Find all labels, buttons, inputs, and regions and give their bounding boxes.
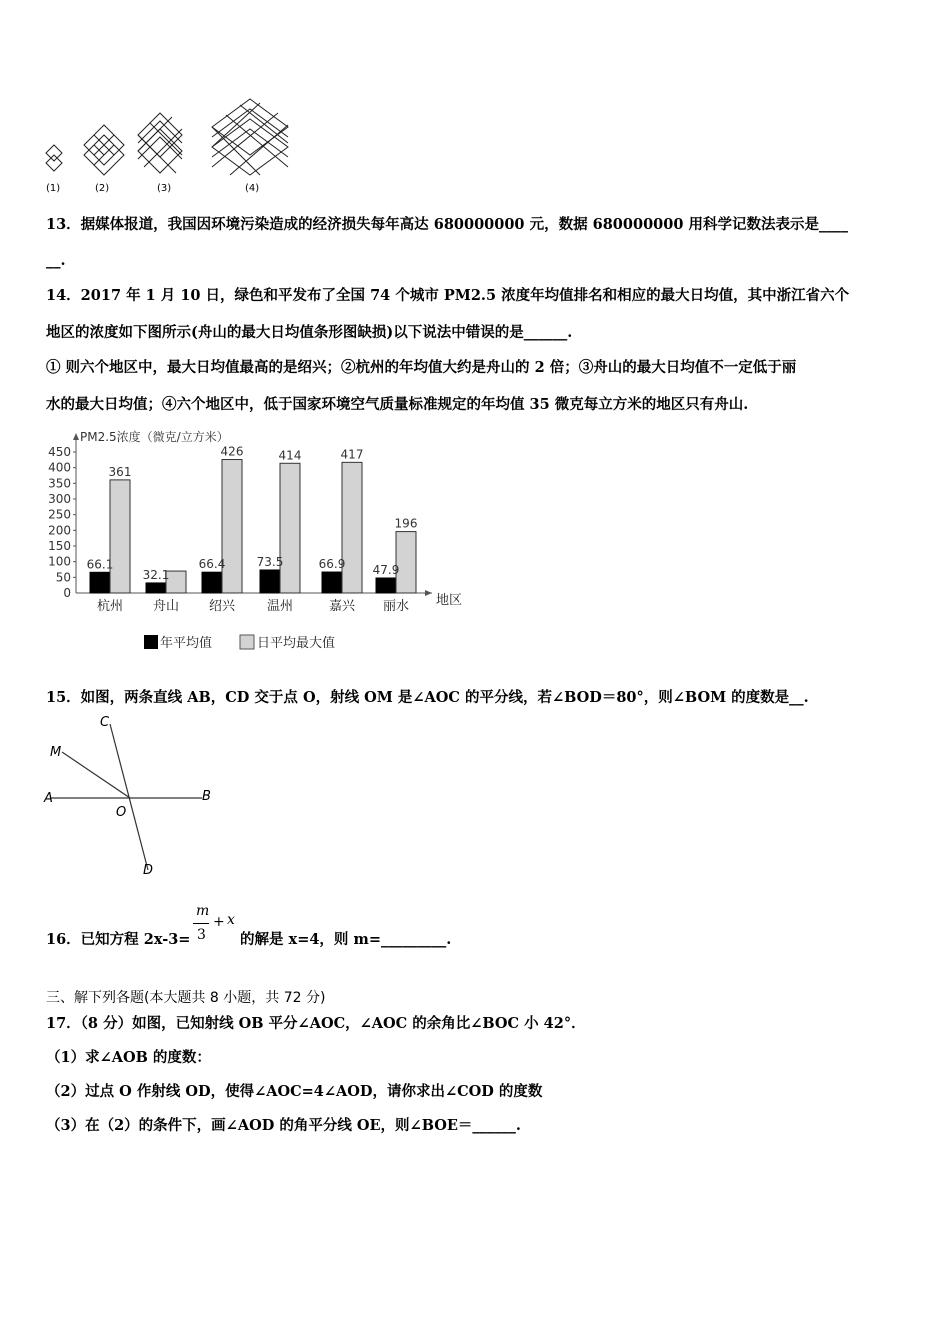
y-tick-label: 200 — [48, 523, 71, 538]
q13-tail: __. — [46, 252, 66, 269]
q14-line3: ① 则六个地区中，最大日均值最高的是绍兴；②杭州的年均值大约是舟山的 2 倍；③舟山的最大日均值不一定低于丽 — [46, 359, 797, 376]
pm25-bar-chart — [40, 425, 480, 660]
bar-annual-4 — [322, 572, 342, 593]
q15-figure — [40, 710, 240, 885]
y-tick-label: 150 — [48, 539, 71, 553]
x-axis-arrow — [425, 590, 432, 596]
x-tick-label: 舟山 — [152, 599, 180, 614]
q16-x: x — [227, 912, 235, 928]
bar-max-3 — [280, 463, 300, 593]
q17-sub1: （1）求∠AOB 的度数： — [46, 1049, 211, 1066]
q13-text: 13．据媒体报道，我国因环境污染造成的经济损失每年高达 680000000 元，数据 680000000 用科学记数法表示是____ — [46, 216, 848, 233]
ray-om — [62, 752, 130, 798]
y-tick-label: 100 — [48, 554, 71, 569]
x-axis-label: 地区 — [436, 593, 463, 608]
pattern-label-2: (2) — [95, 183, 110, 194]
data-label-max: 361 — [108, 464, 132, 479]
data-label-annual: 73.5 — [256, 554, 284, 569]
legend-label-max: 日平均最大值 — [257, 636, 336, 651]
legend-swatch-max — [240, 635, 254, 649]
bar-max-4 — [342, 462, 362, 593]
bar-max-0 — [110, 480, 130, 593]
section-3-title: 三、解下列各题(本大题共 8 小题，共 72 分) — [46, 990, 326, 1006]
bar-annual-2 — [202, 572, 222, 593]
q16-frac-num: m — [196, 903, 210, 919]
label-d: D — [143, 863, 154, 878]
data-label-annual: 32.1 — [142, 567, 170, 582]
bar-annual-0 — [90, 572, 110, 593]
bar-annual-1 — [146, 583, 166, 593]
x-tick-label: 嘉兴 — [328, 599, 356, 614]
data-label-annual: 66.4 — [198, 557, 226, 572]
y-tick-label: 450 — [48, 445, 71, 459]
q16-prefix: 16．已知方程 2x-3= — [46, 931, 191, 948]
x-tick-label: 丽水 — [382, 599, 410, 614]
data-label-max: 417 — [340, 447, 364, 462]
y-tick-label: 0 — [63, 586, 71, 600]
x-tick-label: 杭州 — [96, 599, 124, 614]
q17-sub3: （3）在（2）的条件下，画∠AOD 的角平分线 OE，则∠BOE＝______. — [46, 1117, 521, 1134]
pattern-1 — [46, 145, 62, 171]
pattern-label-3: (3) — [157, 183, 172, 194]
q16-plus: + — [213, 914, 225, 930]
data-label-max: 414 — [278, 448, 302, 463]
q14-line1: 14．2017 年 1 月 10 日，绿色和平发布了全国 74 个城市 PM2.5 浓度年均值排名和相应的最大日均值，其中浙江省六个 — [46, 287, 850, 304]
q14-line4: 水的最大日均值；④六个地区中，低于国家环境空气质量标准规定的年均值 35 微克每立方米的地区只有舟山. — [46, 396, 749, 413]
y-axis-arrow — [73, 433, 79, 440]
y-tick-label: 250 — [48, 507, 71, 522]
label-c: C — [100, 715, 110, 730]
y-tick-label: 50 — [55, 570, 71, 585]
bar-annual-3 — [260, 570, 280, 593]
data-label-annual: 66.9 — [318, 557, 346, 572]
data-label-max: 196 — [394, 516, 418, 531]
pattern-4 — [212, 99, 288, 175]
pattern-label-4: (4) — [245, 183, 260, 194]
label-m: M — [50, 745, 62, 760]
y-tick-label: 350 — [48, 476, 71, 491]
x-tick-label: 绍兴 — [208, 599, 236, 614]
data-label-annual: 66.1 — [86, 557, 114, 572]
bar-max-2 — [222, 460, 242, 593]
label-a: A — [44, 791, 53, 806]
label-b: B — [202, 789, 211, 804]
label-o: O — [116, 805, 127, 820]
q14-line2: 地区的浓度如下图所示(舟山的最大日均值条形图缺损)以下说法中错误的是______. — [46, 324, 573, 341]
data-label-annual: 47.9 — [372, 562, 400, 577]
q16-suffix: 的解是 x=4，则 m=_________. — [240, 931, 452, 948]
q17-line1: 17．（8 分）如图，已知射线 OB 平分∠AOC，∠AOC 的余角比∠BOC 小 42°． — [46, 1015, 586, 1032]
pattern-figure — [40, 95, 300, 195]
q16-frac-bar — [193, 923, 209, 924]
legend-label-annual: 年平均值 — [160, 636, 213, 651]
pattern-3 — [138, 113, 182, 173]
q15-text: 15．如图，两条直线 AB，CD 交于点 O，射线 OM 是∠AOC 的平分线，若∠BOD＝80°，则∠BOM 的度数是__. — [46, 689, 809, 706]
q17-sub2: （2）过点 O 作射线 OD，使得∠AOC=4∠AOD，请你求出∠COD 的度数 — [46, 1083, 543, 1100]
bar-annual-5 — [376, 578, 396, 593]
y-tick-label: 300 — [48, 492, 71, 506]
x-tick-label: 温州 — [266, 599, 294, 614]
pattern-2 — [84, 125, 124, 175]
legend-swatch-annual — [144, 635, 158, 649]
chart-title: PM2.5浓度（微克/立方米） — [80, 430, 229, 444]
q16-frac-den: 3 — [197, 927, 206, 943]
data-label-max: 426 — [220, 444, 244, 459]
y-tick-label: 400 — [48, 460, 71, 475]
pattern-label-1: (1) — [46, 183, 61, 194]
